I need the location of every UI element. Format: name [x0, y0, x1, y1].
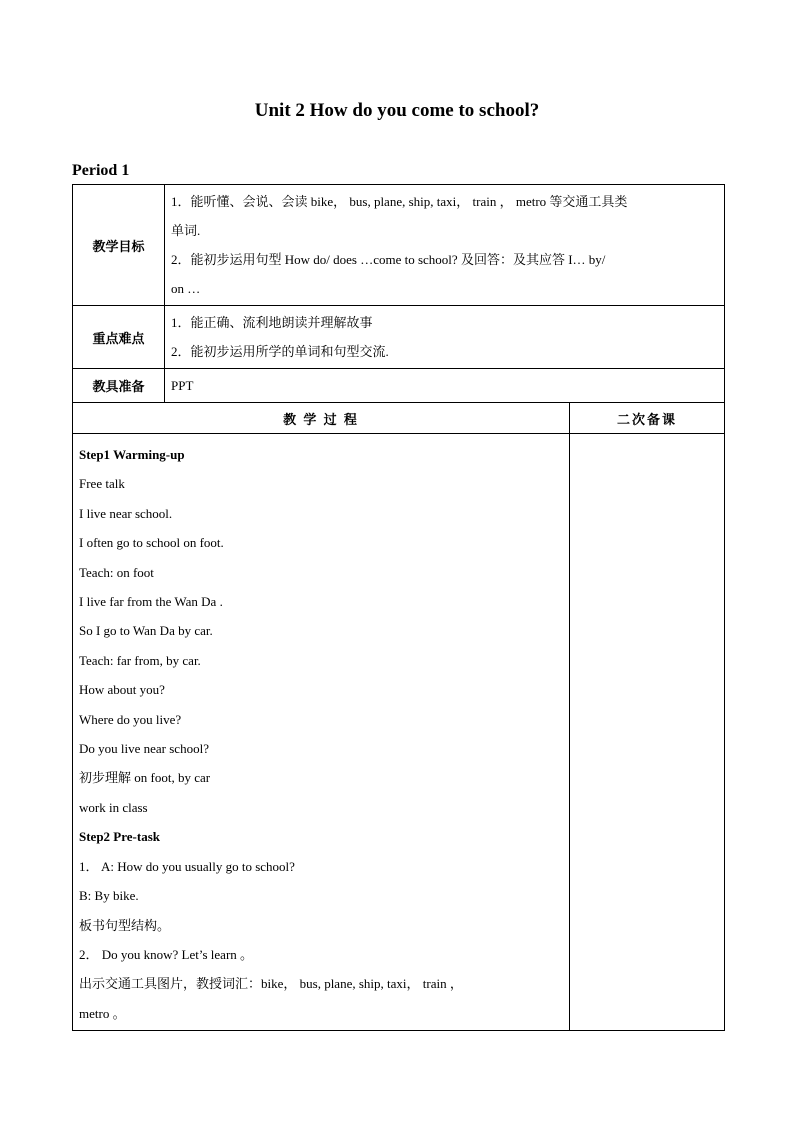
- process-content: [73, 434, 570, 1031]
- row-label-objectives: 教学目标: [73, 185, 165, 306]
- table-row: [73, 185, 725, 306]
- process-line: 初步理解 on foot, by car: [79, 770, 211, 786]
- lesson-plan-table: [72, 184, 725, 1031]
- table-row: [73, 369, 725, 403]
- process-line: 板书句型结构。: [79, 917, 171, 933]
- row-label-key-points: 重点难点: [73, 306, 165, 369]
- objective-line: 1．能听懂、会说、会读 bike， bus, plane, ship, taxi， train ， metro 等交通工具类: [171, 194, 628, 209]
- period-heading: Period 1: [72, 162, 130, 179]
- process-line: I often go to school on foot.: [79, 535, 224, 551]
- prep-notes-cell: [570, 434, 725, 1031]
- materials-line: PPT: [171, 378, 194, 393]
- process-line: Do you live near school?: [79, 741, 209, 757]
- process-line: Teach: far from, by car.: [79, 652, 201, 668]
- key-point-line: 1．能正确、流利地朗读并理解故事: [171, 315, 373, 330]
- table-row: [73, 434, 725, 1031]
- key-point-line: 2．能初步运用所学的单词和句型交流.: [171, 344, 389, 359]
- process-line: So I go to Wan Da by car.: [79, 623, 213, 639]
- process-line: 2． Do you know? Let’s learn 。: [79, 946, 254, 962]
- process-line: 出示交通工具图片，教授词汇：bike， bus, plane, ship, taxi， train ，: [79, 976, 463, 992]
- table-row: [73, 306, 725, 369]
- key-points-content: [165, 306, 725, 369]
- process-line: How about you?: [79, 682, 165, 698]
- process-line: work in class: [79, 799, 148, 815]
- table-row: [73, 403, 725, 434]
- prep-header: 二次备课: [570, 403, 725, 434]
- objectives-content: [165, 185, 725, 306]
- row-label-materials: 教具准备: [73, 369, 165, 403]
- process-line: I live near school.: [79, 505, 173, 521]
- process-line: 1． A: How do you usually go to school?: [79, 858, 295, 874]
- process-line: B: By bike.: [79, 888, 139, 904]
- materials-content: [165, 369, 725, 403]
- step-heading: Step2 Pre-task: [79, 829, 161, 845]
- step-heading: Step1 Warming-up: [79, 447, 185, 462]
- process-line: Teach: on foot: [79, 564, 154, 580]
- process-line: Where do you live?: [79, 711, 182, 727]
- objective-line: on …: [171, 281, 201, 296]
- objective-line: 2．能初步运用句型 How do/ does …come to school? 及回答：及其应答 I… by/: [171, 252, 606, 267]
- document-title: Unit 2 How do you come to school?: [254, 100, 540, 121]
- process-line: metro 。: [79, 1005, 126, 1021]
- objective-line: 单词.: [171, 223, 201, 238]
- process-line: I live far from the Wan Da .: [79, 594, 223, 610]
- process-header: 教 学 过 程: [73, 403, 570, 434]
- process-line: Free talk: [79, 476, 125, 492]
